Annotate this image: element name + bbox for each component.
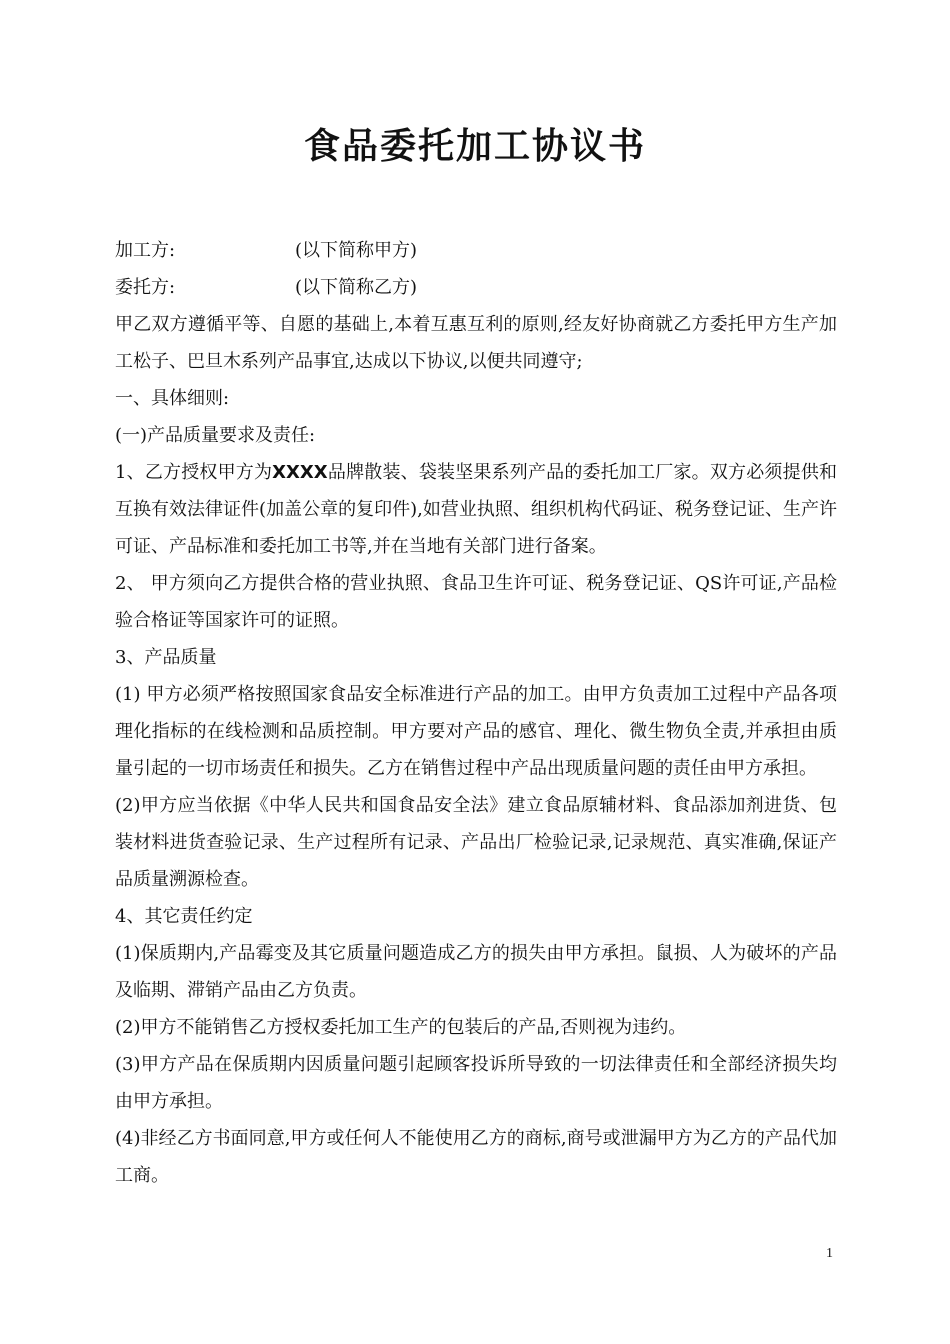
- clause-4-4: (4)非经乙方书面同意,甲方或任何人不能使用乙方的商标,商号或泄漏甲方为乙方的产品代加工商。: [115, 1128, 837, 1186]
- processor-label: 加工方:: [115, 240, 176, 261]
- clause-1: [115, 454, 837, 565]
- intro-paragraph: 甲乙双方遵循平等、自愿的基础上,本着互惠互利的原则,经友好协商就乙方委托甲方生产加工松子、巴旦木系列产品事宜,达成以下协议,以便共同遵守;: [115, 314, 837, 372]
- clause-4-2: (2)甲方不能销售乙方授权委托加工生产的包装后的产品,否则视为违约。: [115, 1017, 687, 1038]
- brand-name: XXXX: [272, 462, 328, 483]
- clause-3-2: (2)甲方应当依据《中华人民共和国食品安全法》建立食品原辅材料、食品添加剂进货、包装材料进货查验记录、生产过程所有记录、产品出厂检验记录,记录规范、真实准确,保证产品质量溯源检查。: [115, 795, 837, 890]
- clause-4-heading: 4、其它责任约定: [115, 906, 253, 927]
- page-number: 1: [826, 1246, 833, 1261]
- subsection-heading-quality: (一)产品质量要求及责任:: [115, 425, 316, 446]
- document-body: [115, 232, 837, 1194]
- processor-line: [115, 232, 837, 269]
- clause-2: 2、 甲方须向乙方提供合格的营业执照、食品卫生许可证、税务登记证、QS许可证,产品检验合格证等国家许可的证照。: [115, 573, 837, 631]
- clause-4-3: (3)甲方产品在保质期内因质量问题引起顾客投诉所导致的一切法律责任和全部经济损失均由甲方承担。: [115, 1054, 837, 1112]
- clause-3-1: (1) 甲方必须严格按照国家食品安全标准进行产品的加工。由甲方负责加工过程中产品各项理化指标的在线检测和品质控制。甲方要对产品的感官、理化、微生物负全责,并承担由质量引起的一切市场责任和损失。乙方在销售过程中产品出现质量问题的责任由甲方承担。: [115, 684, 837, 779]
- client-line: [115, 269, 837, 306]
- client-note: (以下简称乙方): [295, 277, 418, 298]
- clause-3-heading: 3、产品质量: [115, 647, 217, 668]
- processor-note: (以下简称甲方): [295, 240, 418, 261]
- clause-1-prefix: 1、乙方授权甲方为: [115, 462, 273, 483]
- clause-1-suffix: 品牌散装、袋装坚果系列产品的委托加工厂家。双方必须提供和互换有效法律证件(加盖公章的复印件),如营业执照、组织机构代码证、税务登记证、生产许可证、产品标准和委托加工书等,并在当地有关部门进行备案。: [115, 462, 838, 557]
- page-title: 食品委托加工协议书: [303, 125, 646, 167]
- client-label: 委托方:: [115, 277, 176, 298]
- clause-4-1: (1)保质期内,产品霉变及其它质量问题造成乙方的损失由甲方承担。鼠损、人为破坏的产品及临期、滞销产品由乙方负责。: [115, 943, 837, 1001]
- section-heading-details: 一、具体细则:: [115, 388, 230, 409]
